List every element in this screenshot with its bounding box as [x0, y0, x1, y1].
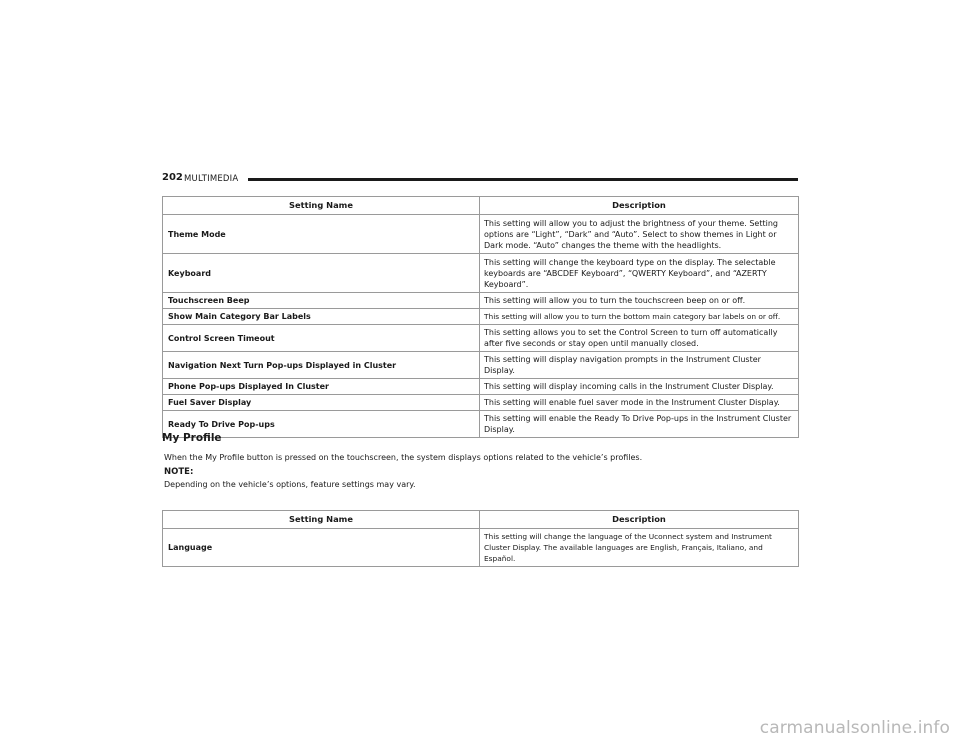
setting-name: Theme Mode	[163, 215, 480, 254]
page-number: 202	[162, 172, 183, 183]
table-header-row	[163, 197, 799, 215]
column-header-setting-name: Setting Name	[163, 197, 480, 215]
table-row	[163, 309, 799, 325]
page-header	[162, 172, 798, 186]
profile-settings-table	[162, 510, 799, 567]
setting-name: Ready To Drive Pop-ups	[163, 411, 480, 438]
table-row	[163, 215, 799, 254]
section-name: MULTIMEDIA	[184, 174, 239, 184]
column-header-description: Description	[480, 197, 799, 215]
setting-description: This setting will display incoming calls in the Instrument Cluster Display.	[480, 379, 799, 395]
display-settings-table	[162, 196, 799, 438]
setting-name: Control Screen Timeout	[163, 325, 480, 352]
table-row	[163, 352, 799, 379]
watermark: carmanualsonline.info	[759, 718, 950, 738]
table-row	[163, 411, 799, 438]
setting-description: This setting will enable fuel saver mode in the Instrument Cluster Display.	[480, 395, 799, 411]
setting-name: Touchscreen Beep	[163, 293, 480, 309]
setting-description: This setting will allow you to turn the touchscreen beep on or off.	[480, 293, 799, 309]
setting-description: This setting will display navigation prompts in the Instrument Cluster Display.	[480, 352, 799, 379]
column-header-description: Description	[480, 511, 799, 529]
setting-description: This setting will allow you to turn the bottom main category bar labels on or off.	[480, 309, 799, 325]
note-text: Depending on the vehicle’s options, feature settings may vary.	[164, 480, 416, 489]
setting-description: This setting will enable the Ready To Drive Pop-ups in the Instrument Cluster Display.	[480, 411, 799, 438]
setting-description: This setting will change the language of the Uconnect system and Instrument Cluster Display. The available languages are English, Français, Italiano, and Español.	[480, 529, 799, 567]
table-row	[163, 254, 799, 293]
table-row	[163, 529, 799, 567]
setting-name: Keyboard	[163, 254, 480, 293]
setting-name: Fuel Saver Display	[163, 395, 480, 411]
setting-name: Language	[163, 529, 480, 567]
section-title-my-profile: My Profile	[162, 432, 222, 444]
table-row	[163, 379, 799, 395]
setting-description: This setting will change the keyboard type on the display. The selectable keyboards are “ABCDEF Keyboard”, “QWERTY Keyboard”, and “AZERTY Keyboard”.	[480, 254, 799, 293]
column-header-setting-name: Setting Name	[163, 511, 480, 529]
setting-description: This setting allows you to set the Control Screen to turn off automatically after five seconds or stay open until manually closed.	[480, 325, 799, 352]
table-row	[163, 325, 799, 352]
table-header-row	[163, 511, 799, 529]
setting-name: Phone Pop-ups Displayed In Cluster	[163, 379, 480, 395]
setting-name: Navigation Next Turn Pop-ups Displayed in Cluster	[163, 352, 480, 379]
setting-description: This setting will allow you to adjust the brightness of your theme. Setting options are “Light”, “Dark” and “Auto”. Select to show themes in Light or Dark mode. “Auto” changes the theme with the headlights.	[480, 215, 799, 254]
setting-name: Show Main Category Bar Labels	[163, 309, 480, 325]
header-rule	[248, 178, 798, 181]
table-row	[163, 395, 799, 411]
my-profile-intro: When the My Profile button is pressed on the touchscreen, the system displays options related to the vehicle’s profiles.	[164, 453, 643, 462]
table-row	[163, 293, 799, 309]
note-label: NOTE:	[164, 467, 194, 477]
